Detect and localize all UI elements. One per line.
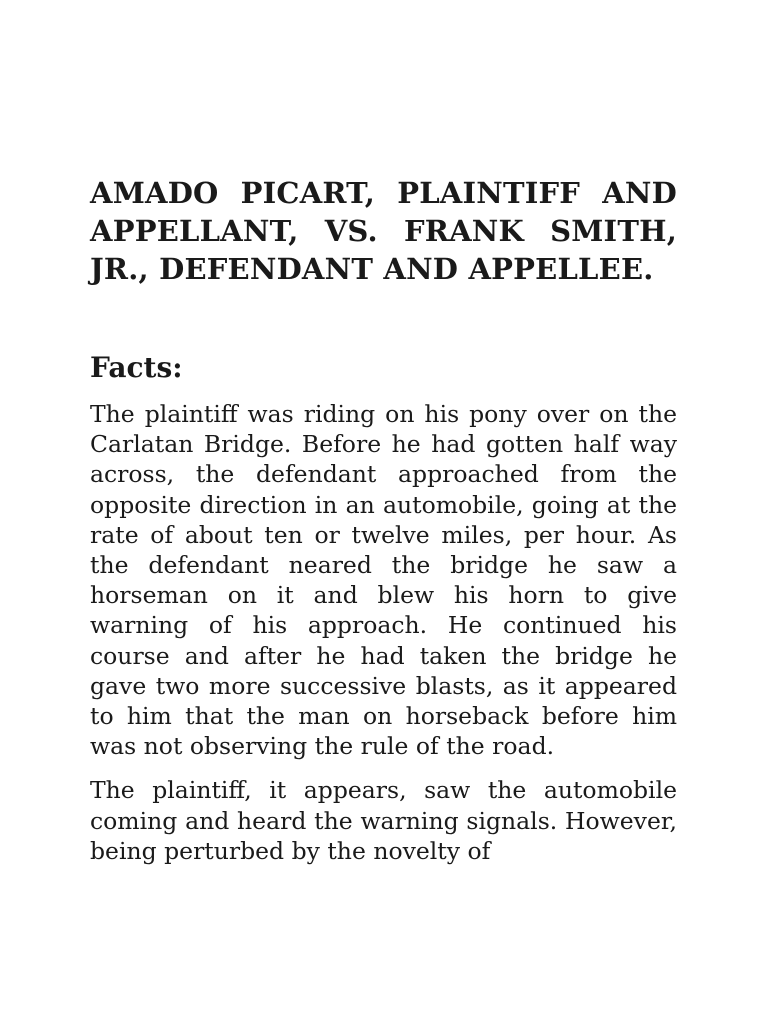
facts-paragraph-1: The plaintiff was riding on his pony over on the Carlatan Bridge. Before he had gotten half way across, the defendant approached from the opposite direction in an automobile, going at the rate of about ten or twelve miles, per hour. As the defendant neared the bridge he saw a horseman on it and blew his horn to give warning of his approach. He continued his course and after he had taken the bridge he gave two more successive blasts, as it appeared to him that the man on horseback before him was not observing the rule of the road. [90, 400, 677, 761]
facts-paragraph-2: The plaintiff, it appears, saw the automobile coming and heard the warning signals. However, being perturbed by the novelty of [90, 776, 677, 865]
case-title: AMADO PICART, PLAINTIFF AND APPELLANT, VS. FRANK SMITH, JR., DEFENDANT AND APPELLEE. [90, 176, 677, 286]
document-page [90, 174, 677, 866]
facts-heading: Facts: [90, 351, 183, 384]
